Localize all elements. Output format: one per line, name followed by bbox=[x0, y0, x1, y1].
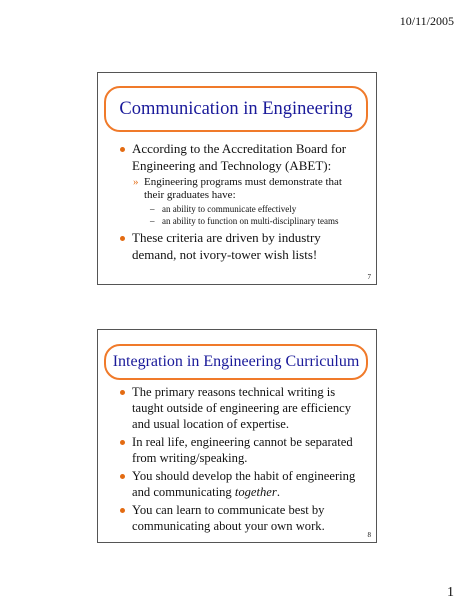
slide-8 bbox=[97, 329, 377, 543]
bullet-dot-icon bbox=[120, 474, 125, 479]
slide-title-frame bbox=[104, 86, 368, 132]
bullet-dot-icon bbox=[120, 508, 125, 513]
sub-sub-bullet-text: an ability to function on multi-disciplinary teams bbox=[162, 216, 339, 226]
bullet-text: In real life, engineering cannot be separated bbox=[132, 435, 353, 449]
bullet-text: According to the Accreditation Board for bbox=[132, 141, 347, 156]
bullet-text: The primary reasons technical writing is bbox=[132, 385, 336, 399]
list-item bbox=[120, 468, 370, 500]
bullet-text: These criteria are driven by industry bbox=[132, 230, 321, 245]
slide-title-frame bbox=[104, 344, 368, 380]
list-item bbox=[120, 434, 370, 466]
bullet-text: demand, not ivory-tower wish lists! bbox=[132, 246, 318, 262]
sub-sub-list bbox=[144, 203, 370, 227]
bullet-text: communicating about your own work. bbox=[132, 519, 325, 533]
sub-list bbox=[132, 176, 370, 227]
list-item bbox=[120, 502, 370, 534]
bullet-text: from writing/speaking. bbox=[132, 451, 248, 465]
bullet-dot-icon bbox=[120, 390, 125, 395]
emphasis-text: together bbox=[234, 485, 277, 499]
sub-sub-list-item bbox=[144, 203, 370, 215]
bullet-text: You should develop the habit of engineering bbox=[132, 469, 356, 483]
sub-bullet-text: their graduates have: bbox=[144, 189, 236, 201]
sub-sub-list-item bbox=[144, 215, 370, 227]
slide-7 bbox=[97, 72, 377, 285]
dash-bullet-icon: – bbox=[150, 216, 155, 226]
bullet-text: Engineering and Technology (ABET): bbox=[132, 157, 332, 173]
bullet-text: . bbox=[276, 485, 280, 499]
bullet-text: and communicating bbox=[132, 485, 235, 499]
sub-list-item bbox=[132, 176, 370, 227]
bullet-list bbox=[120, 384, 370, 536]
slide-number: 7 bbox=[367, 273, 371, 281]
slide-number: 8 bbox=[367, 531, 371, 539]
bullet-text: You can learn to communicate best by bbox=[132, 503, 325, 517]
bullet-text: taught outside of engineering are efficiency bbox=[132, 401, 352, 415]
bullet-list bbox=[120, 141, 370, 266]
sub-bullet-text: Engineering programs must demonstrate that bbox=[144, 176, 342, 188]
bullet-dot-icon bbox=[120, 147, 125, 152]
bullet-dot-icon bbox=[120, 440, 125, 445]
slide-title: Communication in Engineering bbox=[119, 98, 353, 119]
page-number: 1 bbox=[447, 585, 454, 600]
bullet-text: and usual location of expertise. bbox=[132, 417, 290, 431]
raquo-bullet-icon: » bbox=[133, 176, 139, 188]
list-item bbox=[120, 384, 370, 432]
sub-sub-bullet-text: an ability to communicate effectively bbox=[162, 204, 297, 214]
list-item bbox=[120, 230, 370, 263]
dash-bullet-icon: – bbox=[150, 204, 155, 214]
slide-title: Integration in Engineering Curriculum bbox=[112, 353, 360, 370]
bullet-dot-icon bbox=[120, 236, 125, 241]
list-item bbox=[120, 141, 370, 227]
print-date: 10/11/2005 bbox=[399, 14, 454, 28]
